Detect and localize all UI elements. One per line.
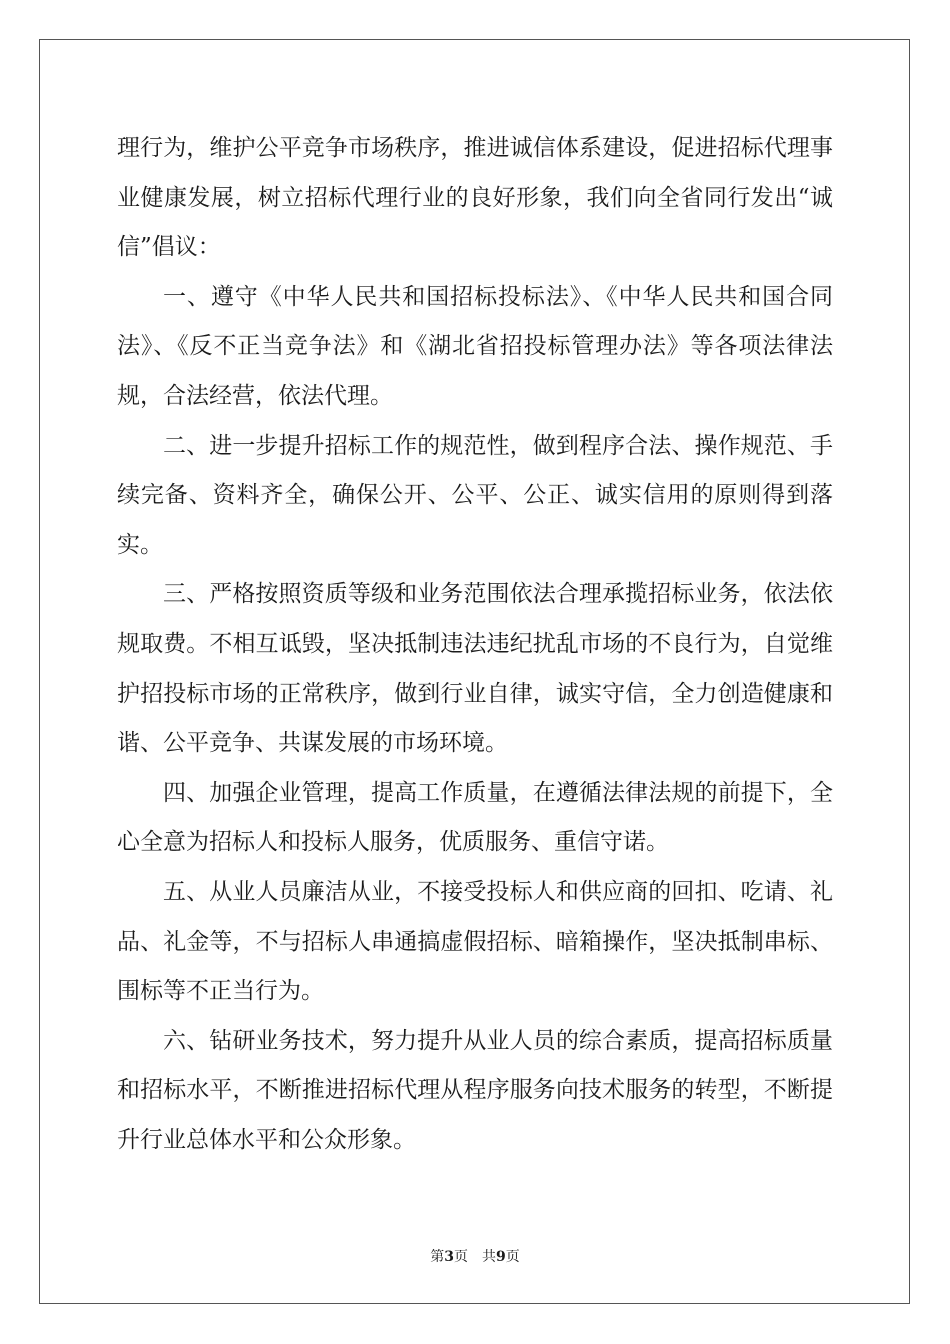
- footer-total-pages: 9: [496, 1249, 506, 1265]
- document-body: [117, 124, 833, 1165]
- footer-page-number: 3: [444, 1249, 454, 1265]
- paragraph-item-5: 五、从业人员廉洁从业，不接受投标人和供应商的回扣、吃请、礼品、礼金等，不与招标人串通搞虚假招标、暗箱操作，坚决抵制串标、围标等不正当行为。: [117, 878, 833, 1005]
- paragraph-item-6: 六、钻研业务技术，努力提升从业人员的综合素质，提高招标质量和招标水平，不断推进招标代理从程序服务向技术服务的转型，不断提升行业总体水平和公众形象。: [117, 1027, 833, 1153]
- paragraph-item-2: 二、进一步提升招标工作的规范性，做到程序合法、操作规范、手续完备、资料齐全，确保公开、公平、公正、诚实信用的原则得到落实。: [117, 432, 833, 558]
- paragraph-item-3: 三、严格按照资质等级和业务范围依法合理承揽招标业务，依法依规取费。不相互诋毁，坚决抵制违法违纪扰乱市场的不良行为，自觉维护招投标市场的正常秩序，做到行业自律，诚实守信，全力创造健康和谐、公平竞争、共谋发展的市场环境。: [117, 581, 833, 757]
- footer-suffix: 页: [505, 1249, 520, 1265]
- paragraph-item-4: 四、加强企业管理，提高工作质量，在遵循法律法规的前提下，全心全意为招标人和投标人服务，优质服务、重信守诺。: [117, 779, 833, 856]
- footer-prefix: 第: [430, 1249, 445, 1265]
- page-footer: [0, 1246, 950, 1266]
- footer-mid: 页 共: [454, 1249, 496, 1265]
- paragraph-intro: 理行为，维护公平竞争市场秩序，推进诚信体系建设，促进招标代理事业健康发展，树立招标代理行业的良好形象，我们向全省同行发出“诚信”倡议：: [117, 135, 833, 261]
- paragraph-item-1: 一、遵守《中华人民共和国招标投标法》、《中华人民共和国合同法》、《反不正当竞争法》和《湖北省招投标管理办法》等各项法律法规，合法经营，依法代理。: [117, 283, 833, 409]
